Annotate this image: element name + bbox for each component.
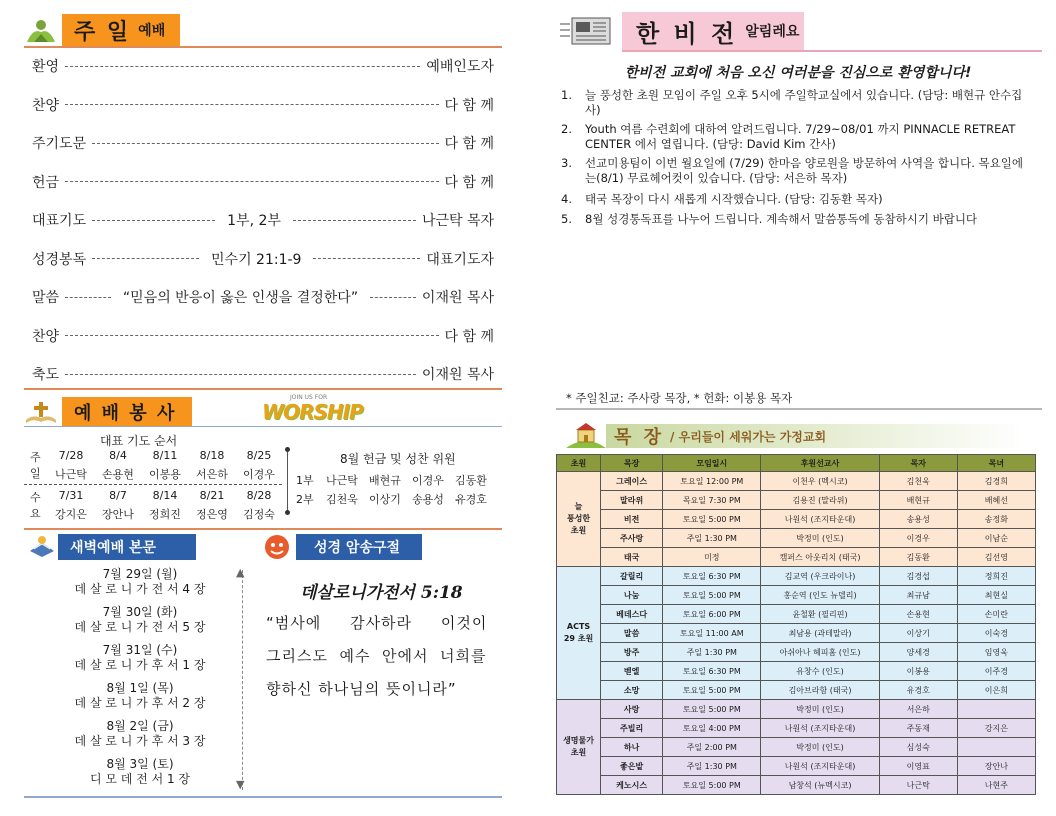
table-cell: 최규남 [879,586,957,605]
worship-order-row [32,131,494,155]
notice-text: Youth 여름 수련회에 대하여 알려드립니다. 7/29~08/01 까지 PINNACLE RETREAT CENTER 에서 열립니다. (담당: David Kim 간사) [585,122,1016,151]
group-name-cell: ACTS 29 초원 [557,567,601,700]
table-header-cell: 후원선교사 [761,455,879,472]
worship-item-label: 성경봉독 [32,251,87,268]
dotted-leader [92,258,199,259]
worship-item-leader: 대표기도자 [426,251,494,268]
table-cell: 주일 1:30 PM [663,643,761,662]
dawn-reading-item [40,567,240,597]
dawn-reading-date: 7월 31일 (수) [102,643,178,657]
offering-row-label: 2부 [296,493,314,506]
dawn-reading-item [40,757,240,787]
table-cell: 케노시스 [601,776,663,795]
dotted-leader [65,335,438,336]
worship-item-label: 환영 [32,59,60,75]
table-header-cell: 초원 [557,455,601,472]
table-cell: 박정미 (인도) [761,738,879,757]
table-cell: 주일 1:30 PM [663,757,761,776]
table-cell: 배혜선 [957,491,1035,510]
worship-order-row [32,170,494,194]
table-row [557,472,1036,491]
notice-item [561,156,1029,186]
service-title [62,397,192,427]
table-row [557,643,1036,662]
dawn-bible-icon [28,535,56,557]
table-row [557,681,1036,700]
sunday-label-1: 주 [30,451,41,464]
notice-number: 2. [561,122,572,136]
worship-icon [24,18,58,44]
dotted-leader [313,258,420,259]
worship-banner-small: JOIN US FOR [290,394,328,401]
table-cell: 그레이스 [601,472,663,491]
table-row [557,567,1036,586]
mokjang-title [606,424,1026,448]
table-header-cell: 목장 [601,455,663,472]
dawn-title [58,534,196,560]
table-cell: 김교역 (우크라이나) [761,567,879,586]
table-cell: 강지은 [957,719,1035,738]
worship-order-row [32,324,494,348]
table-cell: 좋은밭 [601,757,663,776]
table-row [557,586,1036,605]
memory-face-icon [262,532,292,562]
dotted-leader [65,181,438,182]
table-cell [957,738,1035,757]
table-cell: 서은하 [879,700,957,719]
dawn-reading-item [40,719,240,749]
dawn-reading-item [40,681,240,711]
worship-order-row [32,208,494,232]
notices-subtitle-text: 알림레요 [745,24,800,40]
dawn-title-text: 새벽예배 본문 [70,540,157,556]
prayer-date: 7/28 [58,449,84,462]
memory-title-text: 성경 암송구절 [314,540,401,556]
dawn-reading-text: 데 살 로 니 가 전 서 4 장 [74,582,206,596]
mokjang-subtitle-text: / 우리들이 세워가는 가정교회 [670,429,827,444]
table-cell: 배현규 [879,491,957,510]
table-cell: 갈릴리 [601,567,663,586]
table-cell: 최남용 (과테말라) [761,624,879,643]
table-row [557,510,1036,529]
service-title-text: 예 배 봉 사 [74,403,177,424]
table-row [557,738,1036,757]
table-cell: 김동환 [879,548,957,567]
prayer-date: 8/21 [199,489,225,502]
notice-item [561,88,1029,118]
service-divider-top [24,388,502,390]
table-cell: 이봉용 [879,662,957,681]
offering-name: 김천욱 [326,493,358,506]
table-cell: 주빌리 [601,719,663,738]
dotted-leader [293,220,416,221]
notice-item [561,122,1029,152]
table-cell: 이은희 [957,681,1035,700]
table-row [557,529,1036,548]
table-cell: 주일 1:30 PM [663,529,761,548]
table-cell: 베데스다 [601,605,663,624]
notice-text: 늘 풍성한 초원 모임이 주일 오후 5시에 주일학교실에서 있습니다. (담당: 배현규 안수집사) [585,88,1023,117]
table-cell: 이주경 [957,662,1035,681]
table-cell: 유경호 [879,681,957,700]
table-row [557,757,1036,776]
church-icon [566,420,606,448]
table-cell: 나근탁 [879,776,957,795]
table-header-cell: 모임일시 [663,455,761,472]
worship-title-text: 주 일 [74,19,131,45]
table-header-cell: 목녀 [957,455,1035,472]
table-cell: 나현주 [957,776,1035,795]
memory-title [296,534,422,560]
dawn-arrow-line [242,570,243,790]
table-cell: 주동재 [879,719,957,738]
mokjang-title-text: 목 장 [614,427,665,448]
table-cell: 토요일 5:00 PM [663,510,761,529]
prayer-name: 정은영 [196,508,228,521]
prayer-name: 손용현 [102,468,134,481]
dawn-reading-text: 디 모 데 전 서 1 장 [89,772,191,786]
offering-title: 8월 헌금 및 성찬 위원 [340,452,456,466]
table-cell: 소망 [601,681,663,700]
worship-item-label: 찬양 [32,328,60,345]
table-cell: 김경희 [957,472,1035,491]
table-cell: 토요일 5:00 PM [663,700,761,719]
memory-reference: 데살로니가전서 5:18 [300,583,463,603]
dawn-reading-item [40,643,240,673]
welcome-message: 한비전 교회에 처음 오신 여러분을 진심으로 환영합니다! [624,65,972,81]
worship-divider [24,46,502,48]
table-cell: 심성숙 [879,738,957,757]
worship-item-detail: “믿음의 반응이 옳은 인생을 결정한다” [122,290,359,306]
worship-item-label: 축도 [32,367,60,383]
worship-item-label: 말씀 [32,290,60,306]
notice-item [561,192,1029,207]
prayer-date: 8/28 [246,489,272,502]
table-cell: 토요일 4:00 PM [663,719,761,738]
table-cell: 양세경 [879,643,957,662]
prayer-date: 8/25 [246,449,272,462]
table-cell: 박정미 (인도) [761,700,879,719]
table-row [557,662,1036,681]
table-cell: 김선영 [957,548,1035,567]
mokjang-table [556,454,1036,795]
table-cell: 나원석 (조지타운대) [761,719,879,738]
prayer-name: 나근탁 [55,468,87,481]
table-cell: 나눔 [601,586,663,605]
dotted-leader [92,220,215,221]
offering-name: 송용성 [412,493,444,506]
worship-item-leader: 다 함 께 [444,136,494,152]
mokjang-header-row [557,455,1036,472]
notices-title-text: 한 비 전 [636,19,738,48]
prayer-name: 장안나 [102,508,134,521]
table-row [557,624,1036,643]
notices-title-underline [622,50,1042,52]
table-cell: 하나 [601,738,663,757]
prayer-date: 8/4 [109,449,127,462]
table-header-cell: 목자 [879,455,957,472]
worship-item-leader: 다 함 께 [444,174,494,191]
table-cell: 장안나 [957,757,1035,776]
table-row [557,605,1036,624]
arrow-down-icon: ▼ [236,778,245,791]
table-cell: 말라위 [601,491,663,510]
prayer-name: 김정숙 [243,508,275,521]
table-cell: 토요일 5:00 PM [663,776,761,795]
wednesday-label [30,490,41,522]
group-name-cell: 늘 풍성한 초원 [557,472,601,567]
table-row [557,776,1036,795]
notice-number: 5. [561,212,572,226]
worship-order-row [32,285,494,309]
table-cell: 토요일 6:00 PM [663,605,761,624]
worship-order-row [32,247,494,271]
offering-name: 유경호 [455,493,487,506]
dotted-leader [370,297,416,298]
worship-item-leader: 이재원 목사 [421,367,494,383]
table-row [557,700,1036,719]
worship-order-row [32,362,494,386]
wednesday-label-2: 요 [30,507,41,520]
table-cell: 비전 [601,510,663,529]
dawn-reading-item [40,605,240,635]
table-cell: 미정 [663,548,761,567]
notice-number: 1. [561,88,572,102]
notice-text: 8월 성경통독표를 나누어 드립니다. 계속해서 말씀통독에 동참하시기 바랍니다 [585,212,978,226]
worship-banner [262,394,386,424]
newspaper-icon [560,14,614,48]
prayer-name: 서은하 [196,468,228,481]
table-cell: 김아브라함 (태국) [761,681,879,700]
worship-subtitle-text: 예배 [138,23,166,39]
dotted-leader [65,374,416,375]
notice-number: 4. [561,192,572,206]
prayer-name: 정희진 [149,508,181,521]
dawn-divider-top [24,528,502,530]
worship-item-leader: 나근탁 목자 [421,213,495,229]
table-cell: 임영욱 [957,643,1035,662]
vertical-separator [287,450,288,512]
table-cell: 토요일 11:00 AM [663,624,761,643]
table-cell: 주일 2:00 PM [663,738,761,757]
prayer-date: 7/31 [58,489,84,502]
table-row [557,548,1036,567]
separator-dot-top [285,447,290,452]
table-cell: 송용성 [879,510,957,529]
prayer-name: 강지은 [55,508,87,521]
table-cell: 이경우 [879,529,957,548]
table-cell: 유창수 (인도) [761,662,879,681]
offering-name: 이상기 [369,493,401,506]
prayer-name: 이경우 [243,468,275,481]
prayer-order-title: 대표 기도 순서 [100,434,178,448]
table-cell: 이남순 [957,529,1035,548]
worship-order-row [32,54,494,78]
worship-item-detail: 1부, 2부 [227,213,281,229]
table-cell: 주사랑 [601,529,663,548]
table-cell: 손미란 [957,605,1035,624]
notice-item [561,212,1029,227]
worship-item-label: 주기도문 [32,136,87,152]
table-cell: 토요일 6:30 PM [663,662,761,681]
table-cell: 홍순역 (인도 뉴델리) [761,586,879,605]
memory-verse-line: 향하신 하나님의 뜻이니라” [266,680,457,698]
table-cell: 송정화 [957,510,1035,529]
worship-order-row [32,93,494,117]
cross-book-icon [24,400,58,424]
offering-name: 배현규 [369,474,401,487]
table-cell: 이천우 (멕시코) [761,472,879,491]
dawn-reading-date: 7월 30일 (화) [102,605,178,619]
table-cell: 방주 [601,643,663,662]
notice-text: 태국 목장이 다시 새롭게 시작했습니다. (담당: 김동환 목자) [585,192,883,206]
offering-name: 김동환 [455,474,487,487]
offering-name: 이경우 [412,474,444,487]
notice-number: 3. [561,156,572,170]
table-row [557,491,1036,510]
table-cell: 태국 [601,548,663,567]
table-cell: 아쉬아나 헤피홈 (인도) [761,643,879,662]
dawn-reading-text: 데 살 로 니 가 전 서 5 장 [74,620,206,634]
worship-item-leader: 다 함 께 [444,97,494,114]
worship-title [62,14,180,46]
offering-name: 나근탁 [326,474,358,487]
memory-verse-line: 그리스도 예수 안에서 너희를 [266,647,487,665]
notices-title [622,12,804,50]
sunday-label [30,450,41,482]
group-name-cell: 생명물가 초원 [557,700,601,795]
separator-dot-bottom [285,510,290,515]
worship-item-leader: 다 함 께 [444,328,494,345]
worship-item-detail: 민수기 21:1-9 [211,251,302,268]
left-bottom-rule [24,796,502,798]
arrow-up-icon: ▲ [236,566,245,579]
table-cell: 김천욱 [879,472,957,491]
wednesday-label-1: 수 [30,491,41,504]
dawn-reading-date: 8월 1일 (목) [106,681,174,695]
table-cell: 이숙경 [957,624,1035,643]
worship-item-label: 대표기도 [32,213,87,229]
worship-item-leader: 예배인도자 [426,59,494,75]
table-cell: 이영표 [879,757,957,776]
table-cell: 윤철환 (필리핀) [761,605,879,624]
table-cell: 최현실 [957,586,1035,605]
table-cell: 김용진 (말라위) [761,491,879,510]
prayer-date: 8/7 [109,489,127,502]
worship-banner-text: WORSHIP [262,400,363,424]
offering-row-label: 1부 [296,474,314,487]
table-cell: 남창석 (뉴멕시코) [761,776,879,795]
dawn-reading-text: 데 살 로 니 가 후 서 2 장 [74,696,206,710]
table-cell: 토요일 5:00 PM [663,681,761,700]
table-cell: 토요일 5:00 PM [663,586,761,605]
prayer-grid-divider [24,484,282,485]
table-cell: 토요일 12:00 PM [663,472,761,491]
worship-item-label: 찬양 [32,97,60,114]
dawn-reading-text: 데 살 로 니 가 후 서 1 장 [74,658,206,672]
dawn-reading-text: 데 살 로 니 가 후 서 3 장 [74,734,206,748]
footnote-divider [556,408,1042,410]
table-cell: 김경섭 [879,567,957,586]
worship-item-leader: 이재원 목사 [421,290,494,306]
prayer-date: 8/18 [199,449,225,462]
dotted-leader [65,297,111,298]
table-cell: 캠퍼스 아웃리치 (태국) [761,548,879,567]
table-cell: 이상기 [879,624,957,643]
notice-text: 선교미용팀이 이번 월요일에 (7/29) 한마음 양로원을 방문하여 사역을 합니다. 목요일에는(8/1) 무료헤어컷이 있습니다. (담당: 서은하 목자) [585,156,1023,185]
dawn-reading-date: 7월 29일 (월) [102,567,178,581]
prayer-date: 8/14 [152,489,178,502]
dotted-leader [65,104,438,105]
table-cell: 나원석 (조지타운대) [761,757,879,776]
table-cell: 나원석 (조지타운대) [761,510,879,529]
table-cell: 목요일 7:30 PM [663,491,761,510]
sunday-label-2: 일 [30,467,41,480]
mokjang-table-body [557,472,1036,795]
table-cell: 사랑 [601,700,663,719]
table-cell: 박정미 (인도) [761,529,879,548]
footnote: * 주일친교: 주사랑 목장, * 헌화: 이봉용 목자 [566,391,793,405]
table-cell: 벧엘 [601,662,663,681]
dawn-reading-date: 8월 2일 (금) [106,719,174,733]
table-cell: 말씀 [601,624,663,643]
memory-verse-line: “범사에 감사하라 이것이 [266,614,488,632]
table-cell [957,700,1035,719]
worship-item-label: 헌금 [32,174,60,191]
table-cell: 손용현 [879,605,957,624]
dotted-leader [65,66,420,67]
prayer-date: 8/11 [152,449,178,462]
service-divider [24,426,502,427]
table-cell: 정희진 [957,567,1035,586]
dawn-reading-date: 8월 3일 (토) [106,757,174,771]
table-cell: 토요일 6:30 PM [663,567,761,586]
dotted-leader [92,143,438,144]
prayer-name: 이봉용 [149,468,181,481]
table-row [557,719,1036,738]
